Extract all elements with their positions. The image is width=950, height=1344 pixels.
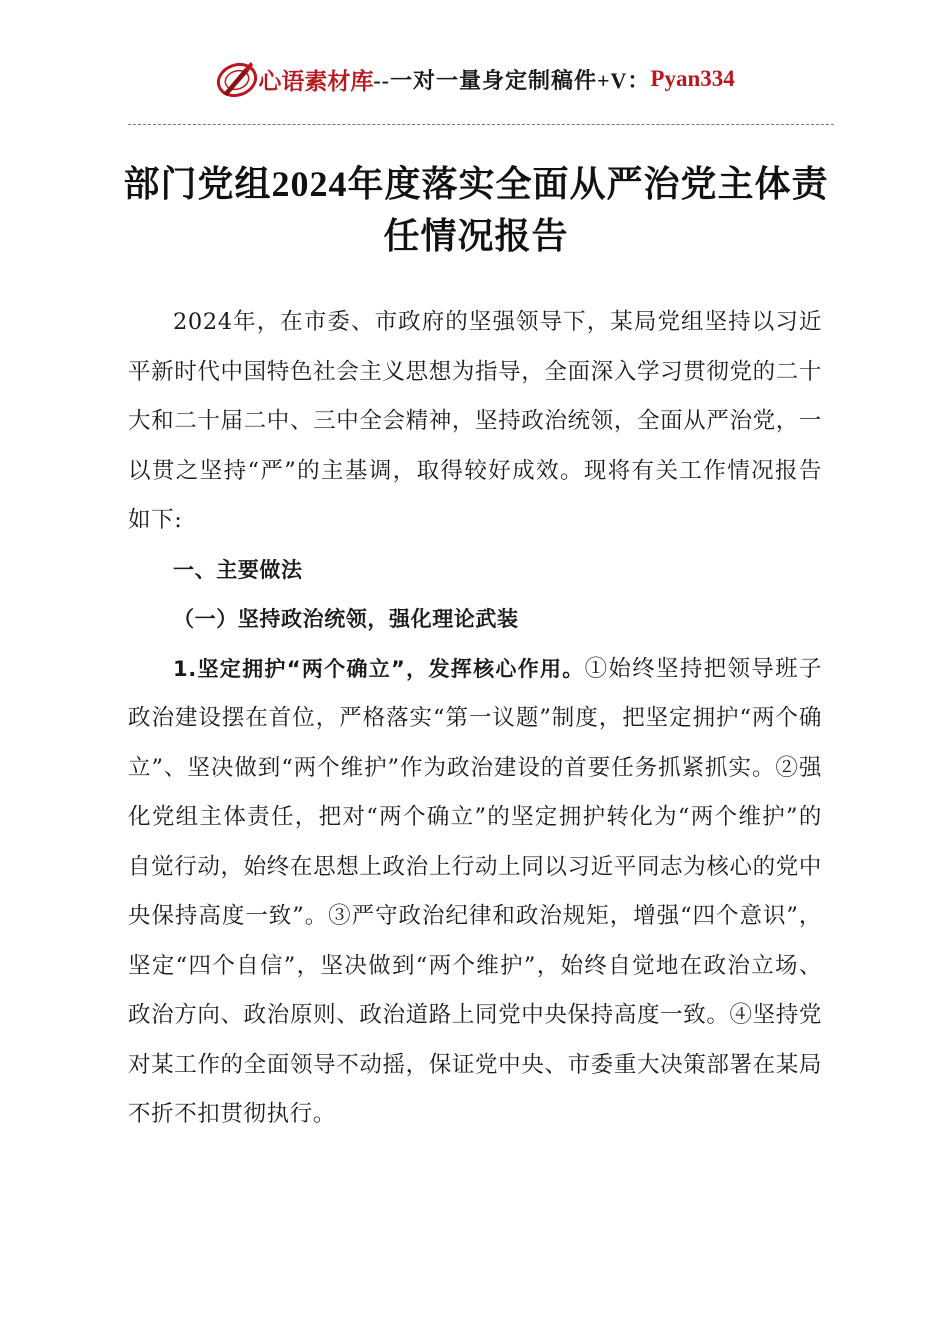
brand-name: 心语素材库 [258, 68, 374, 94]
intro-paragraph: 2024年，在市委、市政府的坚强领导下，某局党组坚持以习近平新时代中国特色社会主义思想为指导，全面深入学习贯彻党的二十大和二十届二中、三中全会精神，坚持政治统领，全面从严治党，一以贯之坚持“严”的主基调，取得较好成效。现将有关工作情况报告如下: [128, 309, 822, 533]
item-paragraph [128, 645, 822, 1140]
wechat-id: Pyan334 [650, 66, 735, 91]
subsection-heading: （一）坚持政治统领，强化理论武装 [173, 607, 519, 631]
header-slogan: --一对一量身定制稿件+V： [373, 67, 651, 93]
header-divider [128, 124, 834, 125]
item-lead: 1.坚定拥护“两个确立”，发挥核心作用。 [173, 656, 585, 681]
pen-nib-logo-icon [215, 56, 261, 102]
item-body: ①始终坚持把领导班子政治建设摆在首位，严格落实“第一议题”制度，把坚定拥护“两个确立”、坚决做到“两个维护”作为政治建设的首要任务抓紧抓实。②强化党组主体责任，把对“两个确立”的坚定拥护转化为“两个维护”的自觉行动，始终在思想上政治上行动上同以习近平同志为核心的党中央保持高度一致”。③严守政治纪律和政治规矩，增强“四个意识”，坚定“四个自信”，坚决做到“两个维护”，始终自觉地在政治立场、政治方向、政治原则、政治道路上同党中央保持高度一致。④坚持党对某工作的全面领导不动摇，保证党中央、市委重大决策部署在某局不折不扣贯彻执行。 [128, 655, 822, 1127]
page-header [0, 56, 950, 106]
section-heading: 一、主要做法 [173, 557, 303, 582]
document-title: 部门党组2024年度落实全面从严治党主体责任情况报告 [123, 164, 829, 256]
document-body [128, 298, 822, 1140]
